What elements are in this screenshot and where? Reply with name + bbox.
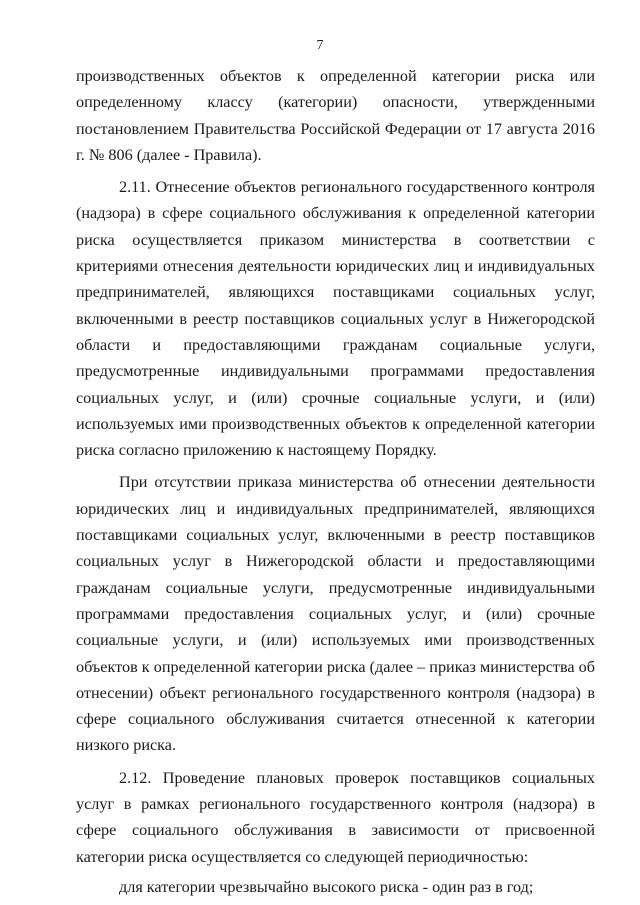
paragraph-extremely-high-risk: для категории чрезвычайно высокого риска - один раз в год; (119, 877, 534, 896)
paragraph-2-12: 2.12. Проведение плановых проверок поставщиков социальных услуг в рамках регионального государственного контроля (надзора) в сфере социального обслуживания в зависимости от присвоенной категории риска осуществляется со следующей периодичностью: (76, 768, 595, 866)
paragraph-no-order: При отсутствии приказа министерства об отнесении деятельности юридических лиц и индивидуальных предпринимателей, являющихся поставщиками социальных услуг, включенными в реестр поставщиков социальных услуг в Нижегородской области и предоставляющими гражданам социальные услуги, предусмотренные индивидуальными программами предоставления социальных услуг, и (или) срочные социальные услуги, и (или) используемых ими производственных объектов к определенной категории риска (далее – приказ министерства об отнесении) объект регионального государственного контроля (надзора) в сфере социального обслуживания считается отнесенной к категории низкого риска. (76, 473, 595, 755)
paragraph-2-11: 2.11. Отнесение объектов регионального государственного контроля (надзора) в сфере социального обслуживания к определенной категории риска осуществляется приказом министерства в соответствии с критериями отнесения деятельности юридических лиц и индивидуальных предпринимателей, являющихся поставщиками социальных услуг, включенными в реестр поставщиков социальных услуг в Нижегородской области и предоставляющими гражданам социальные услуги, предусмотренные индивидуальными программами предоставления социальных услуг, и (или) срочные социальные услуги, и (или) используемых ими производственных объектов к определенной категории риска согласно приложению к настоящему Порядку. (76, 178, 595, 460)
paragraph-rules-reference: производственных объектов к определенной категории риска или определенному классу (категории) опасности, утвержденными постановлением Правительства Российской Федерации от 17 августа 2016 г. № 806 (далее - Правила). (76, 67, 595, 164)
document-body (76, 63, 595, 900)
page-number: 7 (316, 38, 324, 53)
